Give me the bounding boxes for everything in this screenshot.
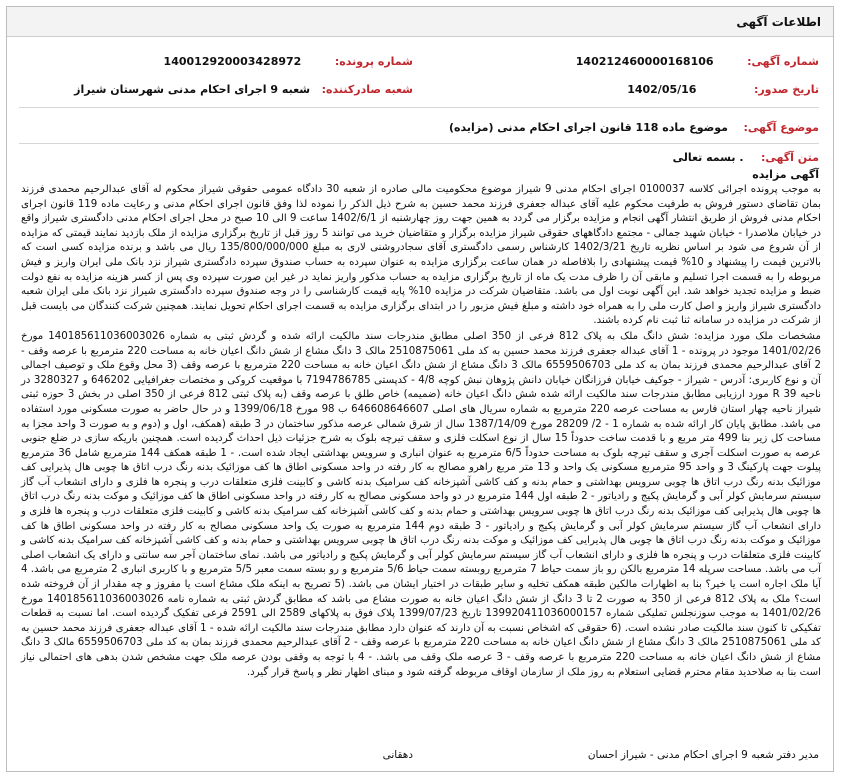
divider	[19, 143, 819, 144]
ad-number-label: شماره آگهی:	[747, 55, 819, 68]
signature-line: مدیر دفتر شعبه 9 اجرای احکام مدنی - شیراز احسان	[587, 749, 819, 761]
auction-heading: آگهی مزایده	[752, 168, 819, 181]
issuing-branch-value: شعبه 9 اجرای احکام مدنی شهرستان شیراز	[74, 83, 311, 96]
text-label: متن آگهی:	[761, 151, 819, 164]
issue-date-label: تاریخ صدور:	[753, 83, 819, 96]
signature-name: دهقانی	[382, 749, 413, 761]
case-number-row	[164, 55, 413, 68]
ad-number-value: 140212460000168106	[575, 55, 714, 68]
divider	[19, 107, 819, 108]
body-paragraph: مشخصات ملک مورد مزایده: شش دانگ ملک به پلاک 812 فرعی از 350 اصلی مطابق مندرجات سند مالکیت ارائه شده و گردش ثبتی به شماره 140185611036003026 مورخ 1401/02/26 موجود در پرونده - 1 آقای عبداله جعفری فرزند محمد حسین به کد ملی 2510875061 مالک 3 دانگ مشاع از شش دانگ اعیان خانه به مساحت 220 مترمربع با عرصه وقف - 2 آقای عبدالرحیم محمدی فرزند بمان به کد ملی 6559506703 مالک 3 دانگ مشاع از شش دانگ اعیان خانه به مساحت 220 مترمربع با عرصه وقف (3 محل وقوع ملک و توصیف اجمالی آن و نوع کاربری: آدرس - شیراز - جوکیف خیابان فرزانگان خیابان دانش پژوهان نبش کوچه 4/8 - کدپستی 7194786785 با موقعیت کروکی و مختصات جغرافیایی 646202 و 3280327 در ناحیه 39 R مورد ارزیابی مطابق مندرجات سند مالکیت ارائه شده شش دانگ اعیان خانه (ضمیمه) خاص طلق با عرصه وقف (به پلاک ثبتی 812 فرعی از 350 اصلی در بخش 3 حوزه ثبتی شیراز ناحیه چهار استان فارس به مساحت عرصه 220 مترمربع به شماره سریال های اصلی 646608646607 ب 98 مورخ 1399/06/18 و در حال حاضر به صورت مسکونی مورد استفاده می باشد. مطابق پایان کار ارائه شده به شماره 1 - 2/ 28209 مورخ 1387/14/09 سال از شرق شمالی عرصه مذکور ساختمان در 3 طبقه (همکف، اول و (دوم و به صورت 3 واحد مجزا به مساحت کل زیر بنا 499 متر مربع و با قدمت ساخت حدوداً 15 سال از نوع اسکلت فلزی و سقف تیرچه بلوک به شرح جزئیات ذیل احداث گردیده است. همچنین باریکه سازی در ضلع جنوبی عرصه به صورت اسکلت آجری و سقف تیرچه بلوک به مساحت حدوداً 6/5 مترمربع به عنوان انباری و سرویس بهداشتی ایجاد شده است. - 1 طبقه همکف 144 مترمربع شامل 36 مترمربع پیلوت جهت پارکینگ 3 و واحد 95 مترمربع مسکونی یک واحد و 13 متر مربع راهرو مصالح به کار رفته در واحد مسکونی اطاق ها کف موزائیک بدنه رنگ درب اتاق ها چوبی هال پذیرایی کف موزائیک بدنه رنگ درب اتاق ها چوبی سرویس بهداشتی و حمام بدنه و کف کاشی آشپزخانه کف سرامیک بدنه کاشی و کابینت فلزی متعلقات درب و پنجره ها فلزی و دارای انشعاب آب گاز سیستم سرمایش کولر آبی و گرمایش پکیج و رادیاتور - 2 طبقه اول 144 مترمربع در دو واحد مسکونی مصالح به کار رفته در واحد مسکونی اطاق ها کف موزائیک و موکت بدنه رنگ درب اتاق ها چوبی هال پذیرایی کف موزائیک بدنه رنگ درب اتاق ها چوبی سرویس بهداشتی و حمام بدنه و کف کاشی آشپزخانه کف سرامیک بدنه کاشی و کابینت فلزی متعلقات درب و پنجره ها فلزی و دارای انشعاب آب گاز سیستم سرمایش کولر آبی و گرمایش پکیج و رادیاتور - 3 طبقه دوم 144 مترمربع به صورت یک واحد مسکونی مصالح به کار رفته در واحد مسکونی اطاق ها کف موزائیک و موکت بدنه رنگ درب اتاق ها چوبی هال پذیرایی کف موزائیک و موکت بدنه رنگ درب اتاق ها چوبی سرویس بهداشتی و حمام بدنه و کف کاشی آشپزخانه کف سرامیک بدنه کاشی و کابینت فلزی متعلقات درب و پنجره ها فلزی و دارای انشعاب آب گاز سیستم سرمایش کولر آبی و گرمایش پکیج و رادیاتور می باشد. نمای ساختمان آجر سه سانتی و دارای یک انشعاب اصلی آب می باشد. مساحت سرپله 14 مترمربع بالکن رو باز سمت حیاط 7 مترمربع روبسته سمت حیاط 5/6 مترمربع و رو بسته سمت معبر 5/5 مترمربع و با کاربری انباری 2 مترمربع می باشد. 4 آیا ملک اجاره است یا خیر؟ بنا به اظهارات مالکین طبقه همکف تخلیه و سایر طبقات در اختیار ایشان می باشد. (5 تصریح به اینکه ملک مشاع است یا مفروز و چه مقدار از آن فروخته شده است؟ ملک به پلاک 812 فرعی از 350 به صورت 2 تا 3 دانگ از شش دانگ اعیان خانه به صورت مشاع می باشد که مطابق گردش ثبتی به شماره نامه 140185611036003026 مورخ 1401/02/26 به موجب سوزنجلس تملیکی شماره 139920411036000157 تاریخ 1399/07/23 پلاک فوق به پلاکهای 2589 الی 2591 فرعی تفکیک گردیده است. اما نسبت به قطعات تفکیکی تا کنون سند مالکیت صادر نشده است. (6 حقوقی که اشخاص نسبت به آن دارند که عنوان دارد مطابق مندرجات سند مالکیت ارائه شده - 1 آقای عبداله جعفری فرزند محمد حسین به کد ملی 2510875061 مالک 3 دانگ مشاع از شش دانگ اعیان خانه به مساحت 220 مترمربع با عرصه وقف - 2 آقای عبدالرحیم محمدی فرزند بمان به کد ملی 6559506703 مالک 3 دانگ مشاع از شش دانگ اعیان خانه به مساحت 220 مترمربع با عرصه وقف - 3 عرصه ملک وقف می باشد. - 4 با توجه به وقفی بودن عرصه ملک جهت مشخص شدن بدهی های احتمالی نیاز است بنا به صلاحدید مقام محترم قضایی استعلام به روز ملک از سازمان اوقاف مربوطه گرفته شود و مبنای اظهار نظر و پاسخ قرار گیرد.	[21, 330, 822, 678]
card-header	[7, 7, 833, 37]
subject-value: موضوع ماده 118 قانون اجرای احکام مدنی (مزایده)	[449, 121, 728, 134]
issuing-branch-row	[74, 83, 413, 96]
ad-body	[21, 183, 821, 681]
ad-info-card	[6, 6, 834, 772]
case-number-label: شماره پرونده:	[334, 55, 413, 68]
ad-number-row	[576, 55, 819, 68]
subject-row	[449, 121, 819, 134]
issue-date-row	[627, 83, 819, 96]
issue-date-value: 1402/05/16	[627, 83, 697, 96]
card-title: اطلاعات آگهی	[736, 14, 821, 29]
case-number-value: 140012920003428972	[163, 55, 302, 68]
issuing-branch-label: شعبه صادرکننده:	[321, 83, 413, 96]
text-value: . بسمه تعالی	[672, 151, 744, 164]
body-paragraph: به موجب پرونده اجرائی کلاسه 0100037 اجرای احکام مدنی 9 شیراز موضوع محکومیت مالی صادره از شعبه 30 دادگاه عمومی حقوقی شیراز محکوم له آقای عبدالرحیم محمدی فرزند بمان تقاضای دستور فروش به طرفیت محکوم علیه آقای عبداله جعفری فرزند محمد حسین به شرح ذیل الذکر را نموده لذا وفق قانون اجرای احکام مدنی و رعایت ماده 119 قانون اجرای احکام مدنی فروش از طریق انتشار آگهی انجام و مزایده برگزار می گردد به همین جهت روز چهارشنبه از 1402/6/1 ساعت 9 الی 10 صبح در محل اجرای احکام مدنی دادگستری شیراز واقع در خیابان ملاصدرا - خیابان شهید جمالی - مجتمع دادگاههای حقوقی شیراز مزایده برگزار و متقاضیان خرید می توانند 5 روز قبل از تاریخ برگزاری مزایده از ملک بازدید نمایند قیمتی که مزایده از آن شروع می شود بر اساس نظریه تاریخ 1402/3/21 کارشناس رسمی دادگستری آقای سجادروشنی لاری به مبلغ 135/800/000/000 ریال می باشد و برنده مزایده کسی است که بالاترین قیمت را پیشنهاد و 10% قیمت پیشنهادی را بلافاصله در همان ساعت برگزاری مزایده به عنوان سپرده به حساب صندوق سپرده دادگستری شیراز نزد بانک ملی ایران واریز و فیش مربوطه را به قسمت اجرا تسلیم و مابقی آن را ظرف مدت یک ماه از تاریخ برگزاری مزایده به حساب مذکور واریز نماید در غیر این صورت سپرده وی پس از کسر هزینه مزایده به نفع دولت ضبط و مزایده تجدید خواهد شد. این آگهی نوبت اول می باشد. متقاضیان شرکت در مزایده 10% پایه قیمت کارشناسی را در وجه صندوق سپرده دادگستری شیراز نزد بانک ملی ایران شعبه دادگستری شیراز واریز و اصل کارت ملی را به همراه خود داشته و مبلغ فیش مزبور را در ابتدای برگزاری مزایده به قسمت اجرای احکام تحویل نمایند. همچنین شرکت کنندگان می بایست قبل از شرکت در مزایده در سامانه ثنا ثبت نام کرده باشند.	[21, 184, 822, 327]
subject-label: موضوع آگهی:	[743, 121, 819, 134]
text-row	[673, 151, 819, 164]
